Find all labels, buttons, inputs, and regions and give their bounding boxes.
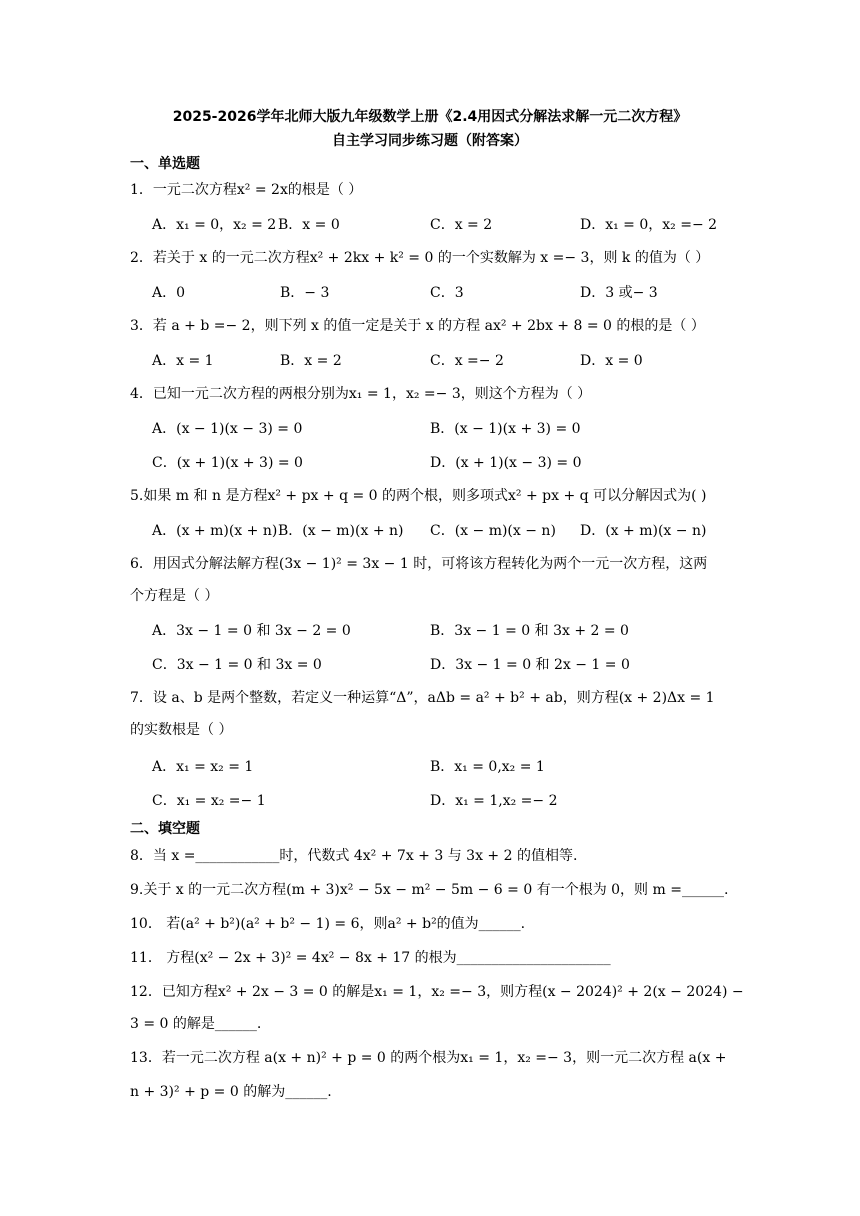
question-12: 12．已知方程x² + 2x − 3 = 0 的解是x₁ = 1，x₂ =− 3，则方程(x − 2024)² + 2(x − 2024) − — [130, 984, 744, 1000]
q1-option-d: D．x₁ = 0，x₂ =− 2 — [580, 217, 718, 233]
q1-option-c: C．x = 2 — [430, 217, 493, 233]
question-11: 11． 方程(x² − 2x + 3)² = 4x² − 8x + 17 的根为______________________ — [130, 950, 611, 966]
q3-option-d: D．x = 0 — [580, 353, 643, 369]
q7-option-b: B．x₁ = 0,x₂ = 1 — [430, 759, 545, 775]
question-7: 7．设 a、b 是两个整数，若定义一种运算“Δ”，aΔb = a² + b² + ab，则方程(x + 2)Δx = 1 — [130, 690, 715, 706]
question-1: 1．一元二次方程x² = 2x的根是（ ） — [130, 182, 363, 198]
question-8: 8．当 x =____________时，代数式 4x² + 7x + 3 与 3x + 2 的值相等. — [130, 848, 578, 864]
question-10: 10． 若(a² + b²)(a² + b² − 1) = 6，则a² + b²的值为______. — [130, 916, 526, 932]
q3-option-b: B．x = 2 — [280, 353, 342, 369]
q5-option-b: B．(x − m)(x + n) — [278, 523, 404, 539]
question-5: 5.如果 m 和 n 是方程x² + px + q = 0 的两个根，则多项式x² + px + q 可以分解因式为( ) — [130, 488, 707, 504]
question-12-continued: 3 = 0 的解是______. — [130, 1016, 262, 1032]
question-9: 9.关于 x 的一元二次方程(m + 3)x² − 5x − m² − 5m − 6 = 0 有一个根为 0，则 m =______. — [130, 882, 729, 898]
worksheet-subtitle: 自主学习同步练习题（附答案） — [332, 133, 528, 149]
section-fill-blank: 二、填空题 — [130, 821, 200, 837]
question-7-continued: 的实数根是（ ） — [130, 722, 233, 738]
q2-option-a: A．0 — [152, 285, 186, 301]
question-13-continued: n + 3)² + p = 0 的解为______. — [130, 1084, 332, 1100]
q5-option-c: C．(x − m)(x − n) — [430, 523, 556, 539]
question-13: 13．若一元二次方程 a(x + n)² + p = 0 的两个根为x₁ = 1，x₂ =− 3，则一元二次方程 a(x + — [130, 1050, 727, 1066]
q4-option-a: A．(x − 1)(x − 3) = 0 — [152, 421, 303, 437]
q5-option-a: A．(x + m)(x + n) — [152, 523, 278, 539]
q7-option-a: A．x₁ = x₂ = 1 — [152, 759, 254, 775]
q1-option-b: B．x = 0 — [278, 217, 340, 233]
section-single-choice: 一、单选题 — [130, 156, 200, 172]
q7-option-d: D．x₁ = 1,x₂ =− 2 — [430, 793, 558, 809]
question-6: 6．用因式分解法解方程(3x − 1)² = 3x − 1 时，可将该方程转化为两个一元一次方程，这两 — [130, 556, 708, 572]
question-3: 3．若 a + b =− 2，则下列 x 的值一定是关于 x 的方程 ax² + 2bx + 8 = 0 的根的是（ ） — [130, 318, 705, 334]
worksheet-title: 2025-2026学年北师大版九年级数学上册《2.4用因式分解法求解一元二次方程》 — [172, 109, 688, 125]
question-2: 2．若关于 x 的一元二次方程x² + 2kx + k² = 0 的一个实数解为 x =− 3，则 k 的值为（ ） — [130, 250, 710, 266]
q6-option-d: D．3x − 1 = 0 和 2x − 1 = 0 — [430, 657, 630, 673]
q2-option-d: D．3 或− 3 — [580, 285, 658, 301]
q6-option-b: B．3x − 1 = 0 和 3x + 2 = 0 — [430, 623, 629, 639]
q1-option-a: A．x₁ = 0，x₂ = 2 — [152, 217, 277, 233]
q2-option-c: C．3 — [430, 285, 464, 301]
q7-option-c: C．x₁ = x₂ =− 1 — [152, 793, 266, 809]
q5-option-d: D．(x + m)(x − n) — [580, 523, 707, 539]
q6-option-a: A．3x − 1 = 0 和 3x − 2 = 0 — [152, 623, 351, 639]
q3-option-a: A．x = 1 — [152, 353, 214, 369]
q4-option-d: D．(x + 1)(x − 3) = 0 — [430, 455, 582, 471]
q6-option-c: C．3x − 1 = 0 和 3x = 0 — [152, 657, 322, 673]
q3-option-c: C．x =− 2 — [430, 353, 504, 369]
q4-option-b: B．(x − 1)(x + 3) = 0 — [430, 421, 581, 437]
q2-option-b: B．− 3 — [280, 285, 330, 301]
question-4: 4．已知一元二次方程的两根分别为x₁ = 1，x₂ =− 3，则这个方程为（ ） — [130, 386, 592, 402]
q4-option-c: C．(x + 1)(x + 3) = 0 — [152, 455, 303, 471]
question-6-continued: 个方程是（ ） — [130, 588, 219, 604]
